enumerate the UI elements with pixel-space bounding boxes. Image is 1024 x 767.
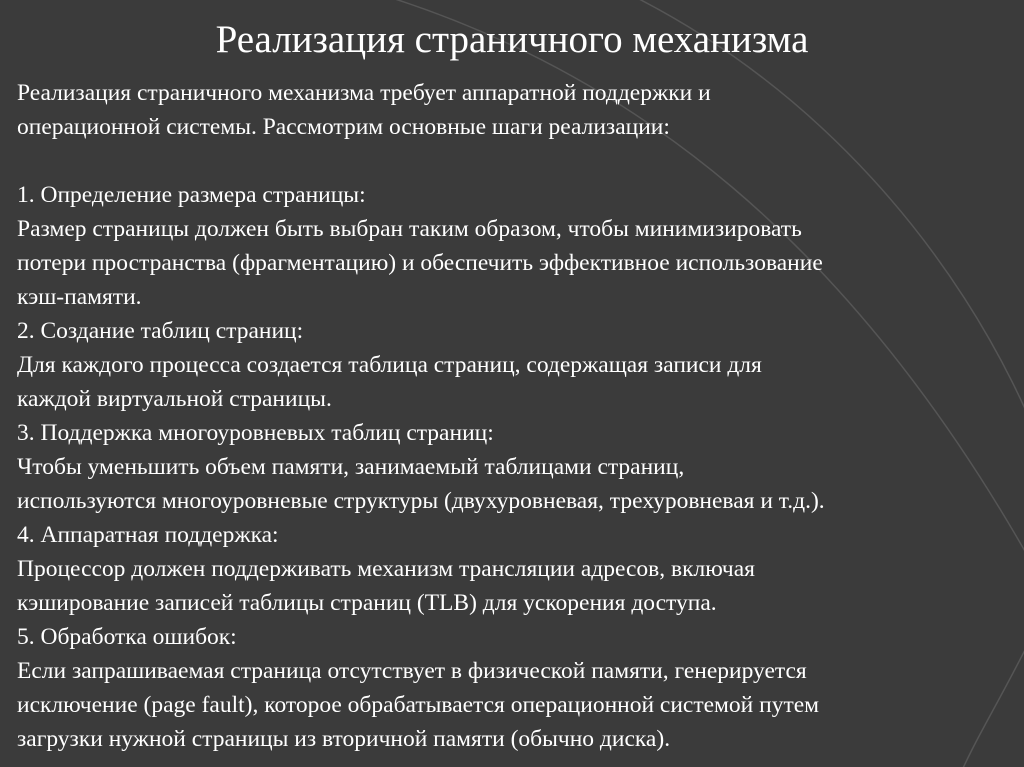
section-heading: 1. Определение размера страницы: — [17, 182, 366, 208]
section-heading: 2. Создание таблиц страниц: — [17, 318, 304, 344]
section-text-line: Размер страницы должен быть выбран таким образом, чтобы минимизировать — [17, 216, 802, 242]
paragraph-gap — [17, 144, 1012, 178]
section-heading: 3. Поддержка многоуровневых таблиц страниц: — [17, 420, 494, 446]
section-text-line: исключение (page fault), которое обрабатывается операционной системой путем — [17, 692, 820, 718]
slide-body — [17, 76, 1012, 756]
section-text-line: потери пространства (фрагментацию) и обеспечить эффективное использование — [17, 250, 823, 276]
section-text-line: каждой виртуальной страницы. — [17, 386, 332, 412]
intro-line: Реализация страничного механизма требует аппаратной поддержки и — [17, 80, 711, 106]
intro-line: операционной системы. Рассмотрим основные шаги реализации: — [17, 114, 670, 140]
section-text-line: Для каждого процесса создается таблица страниц, содержащая записи для — [17, 352, 762, 378]
slide-title: Реализация страничного механизма — [215, 18, 809, 61]
section-text-line: Процессор должен поддерживать механизм трансляции адресов, включая — [17, 556, 755, 582]
section-heading: 5. Обработка ошибок: — [17, 624, 237, 650]
section-heading: 4. Аппаратная поддержка: — [17, 522, 279, 548]
section-text-line: используются многоуровневые структуры (двухуровневая, трехуровневая и т.д.). — [17, 488, 825, 514]
section-text-line: Если запрашиваемая страница отсутствует в физической памяти, генерируется — [17, 658, 807, 684]
section-text-line: Чтобы уменьшить объем памяти, занимаемый таблицами страниц, — [17, 454, 685, 480]
section-text-line: загрузки нужной страницы из вторичной памяти (обычно диска). — [17, 726, 671, 752]
section-text-line: кэш-памяти. — [17, 284, 142, 310]
section-text-line: кэширование записей таблицы страниц (TLB) для ускорения доступа. — [17, 590, 717, 616]
